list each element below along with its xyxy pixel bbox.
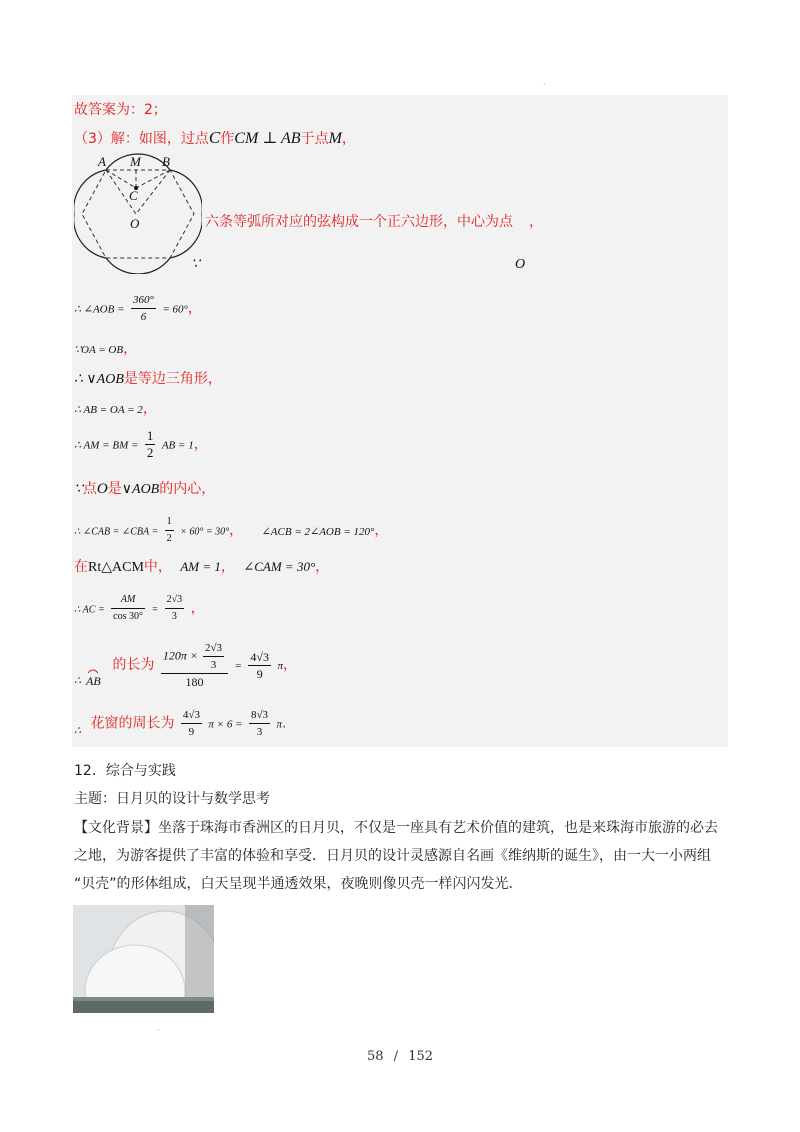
page-footer bbox=[0, 1049, 800, 1064]
problem-number-title: 12．综合与实践 bbox=[74, 763, 176, 779]
step-perimeter: ∴ 花窗的周长为 $\frac{4√3}{9}$ π × 6 = $\frac{8√3}{3}$ π. bbox=[74, 709, 287, 738]
problem-background-line-3: “贝壳”的形体组成，白天呈现半通透效果，夜晚则像贝壳一样闪闪发光． bbox=[74, 876, 523, 892]
inner-hexagon bbox=[82, 170, 194, 258]
center-point-o: O bbox=[515, 257, 526, 272]
arc-ab-label: AB bbox=[86, 674, 101, 688]
page-total: 152 bbox=[408, 1049, 434, 1064]
step-ab-oa: ∴ AB = OA = 2， bbox=[74, 401, 157, 417]
label-b: B bbox=[162, 154, 170, 169]
arc-lower-right bbox=[170, 214, 202, 258]
step-ac: ∴ AC = $\frac{AM}{\cos 30^\circ}$ = $\frac{2√3}{3}$ ， bbox=[74, 594, 205, 622]
arc-lower-left bbox=[74, 214, 106, 258]
scan-dot: · bbox=[543, 80, 546, 89]
label-a: A bbox=[98, 154, 106, 169]
problem-background-line-1: 【文化背景】坐落于珠海市香洲区的日月贝，不仅是一座具有艺术价值的建筑，也是来珠海市旅游的必去 bbox=[74, 820, 718, 836]
step-incenter: ∵点O是∨AOB的内心， bbox=[74, 481, 216, 497]
problem-background-line-2: 之地，为游客提供了丰富的体验和享受．日月贝的设计灵感源自名画《维纳斯的诞生》，由一大一小两组 bbox=[74, 848, 711, 864]
step-rt-triangle: 在Rt△ACM中， AM = 1， ∠CAM = 30°， bbox=[74, 559, 330, 575]
arc-bottom bbox=[106, 258, 170, 274]
scan-dot: · bbox=[157, 1026, 160, 1035]
label-c: C bbox=[129, 188, 138, 203]
arc-mark-icon bbox=[88, 668, 98, 674]
label-o: O bbox=[130, 216, 140, 231]
step-arc-length: ∴ AB 的长为 120π × $\frac{2√3}{3}$ 180 = $\frac{4√3}{9}$ π， bbox=[74, 642, 297, 689]
page-separator: / bbox=[393, 1049, 399, 1064]
step-am-bm: ∴ AM = BM = $\frac{1}{2}$ AB = 1， bbox=[74, 428, 208, 460]
arc-upper-right bbox=[170, 170, 202, 214]
flower-window-figure bbox=[74, 152, 202, 274]
page-number: 58 bbox=[366, 1049, 384, 1064]
arc-upper-left bbox=[74, 170, 106, 214]
step-oa-ob: ∵OA = OB， bbox=[74, 341, 138, 357]
step-angle-aob: ∴ ∠AOB = $\frac{360^\circ}{6}$ = 60°， bbox=[74, 294, 202, 323]
answer-line: 故答案为：2； bbox=[74, 102, 167, 118]
label-m: M bbox=[130, 154, 141, 169]
part3-intro: （3）解：如图，过点C作CM ⊥ AB于点M， bbox=[74, 128, 356, 147]
because-symbol: ∵ bbox=[191, 257, 200, 272]
problem-topic: 主题：日月贝的设计与数学思考 bbox=[74, 791, 270, 807]
sun-moon-shell-photo bbox=[73, 905, 214, 1013]
step-equilateral: ∴ ∨AOB是等边三角形， bbox=[74, 371, 222, 387]
hexagon-statement: 六条等弧所对应的弦构成一个正六边形，中心为点 ， bbox=[205, 214, 543, 230]
step-angle-cab: ∴ ∠CAB = ∠CBA = $\frac{1}{2}$ × 60° = 30°， ∠ACB = 2∠AOB = 120°， bbox=[74, 516, 389, 544]
